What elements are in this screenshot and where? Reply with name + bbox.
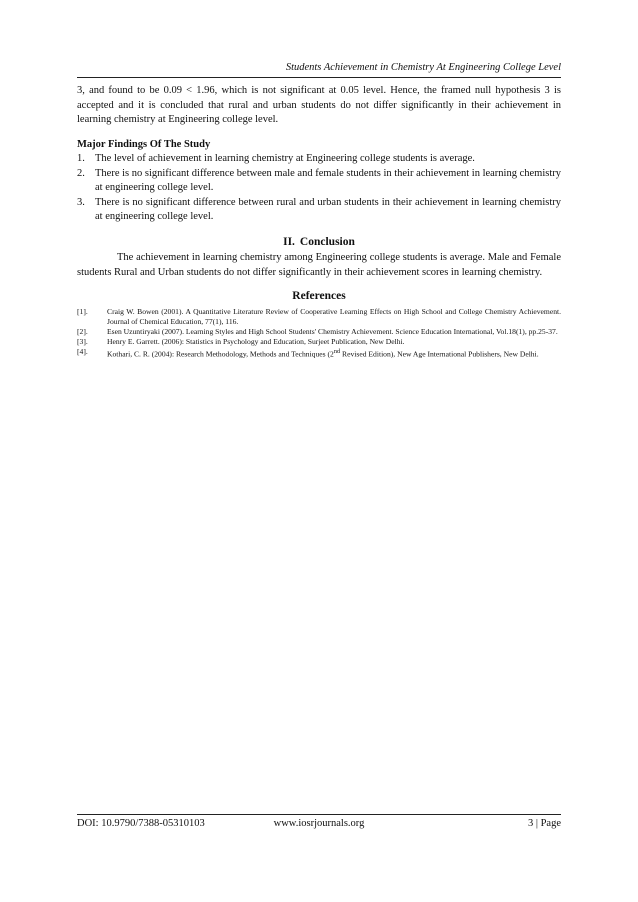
finding-item [77, 196, 561, 225]
finding-item [77, 167, 561, 196]
reference-superscript: nd [333, 348, 341, 356]
conclusion-section-number: II. [283, 235, 295, 248]
footer-rule [77, 814, 561, 815]
reference-item [77, 307, 561, 327]
reference-text-start: Kothari, C. R. (2004): Research Methodology, Methods and Techniques (2 [107, 349, 334, 359]
reference-text: Craig W. Bowen (2001). A Quantitative Literature Review of Cooperative Learning Effects on High School and College Chemistry Achievement. Journal of Chemical Education, 77(1), 116. [107, 306, 561, 326]
finding-item [77, 152, 561, 167]
reference-number: [2]. [77, 326, 88, 336]
reference-text: Henry E. Garrett. (2006): Statistics in Psychology and Education, Surjeet Publication, New Delhi. [107, 337, 405, 347]
findings-heading: Major Findings Of The Study [77, 138, 211, 150]
reference-text-end: Revised Edition), New Age International Publishers, New Delhi. [340, 349, 539, 359]
journal-website: www.iosrjournals.org [273, 818, 365, 829]
header-rule [77, 77, 561, 78]
doi-label: DOI: 10.9790/7388-05310103 [77, 818, 205, 829]
finding-text: There is no significant difference between rural and urban students in their achievement in learning chemistry at engineering college level. [95, 196, 561, 222]
reference-number: [1]. [77, 306, 88, 316]
reference-item [77, 337, 561, 347]
finding-number: 3. [77, 196, 85, 208]
finding-number: 2. [77, 167, 85, 179]
finding-number: 1. [77, 153, 85, 164]
reference-item [77, 327, 561, 337]
finding-text: The level of achievement in learning chemistry at Engineering college students is average. [95, 153, 475, 164]
finding-text: There is no significant difference between male and female students in their achievement in learning chemistry at engineering college level. [95, 167, 562, 193]
intro-paragraph: 3, and found to be 0.09 < 1.96, which is not significant at 0.05 level. Hence, the framed null hypothesis 3 is accepted and it is concluded that rural and urban students do not differ significantly in their achievement in learning chemistry at Engineering college level. [77, 85, 561, 125]
running-header: Students Achievement in Chemistry At Engineering College Level [285, 62, 561, 73]
conclusion-heading [77, 235, 561, 250]
reference-number: [3]. [77, 337, 88, 347]
reference-text: Esen Uzuntiryaki (2007). Learning Styles and High School Students' Chemistry Achievement. Science Education International, Vol.18(1), pp.25-37. [107, 326, 558, 336]
reference-item [77, 347, 561, 360]
findings-list [77, 152, 561, 225]
page-number: 3 | Page [527, 818, 561, 829]
conclusion-paragraph: The achievement in learning chemistry among Engineering college students is average. Male and Female students Rural and Urban students do not differ significantly in their achievement scores in learning chemistry. [77, 252, 561, 278]
page-footer [77, 818, 561, 832]
references-list [77, 307, 561, 361]
references-heading: References [292, 290, 346, 302]
conclusion-title: Conclusion [299, 235, 355, 248]
page-body [77, 84, 561, 360]
reference-number: [4]. [77, 347, 88, 357]
